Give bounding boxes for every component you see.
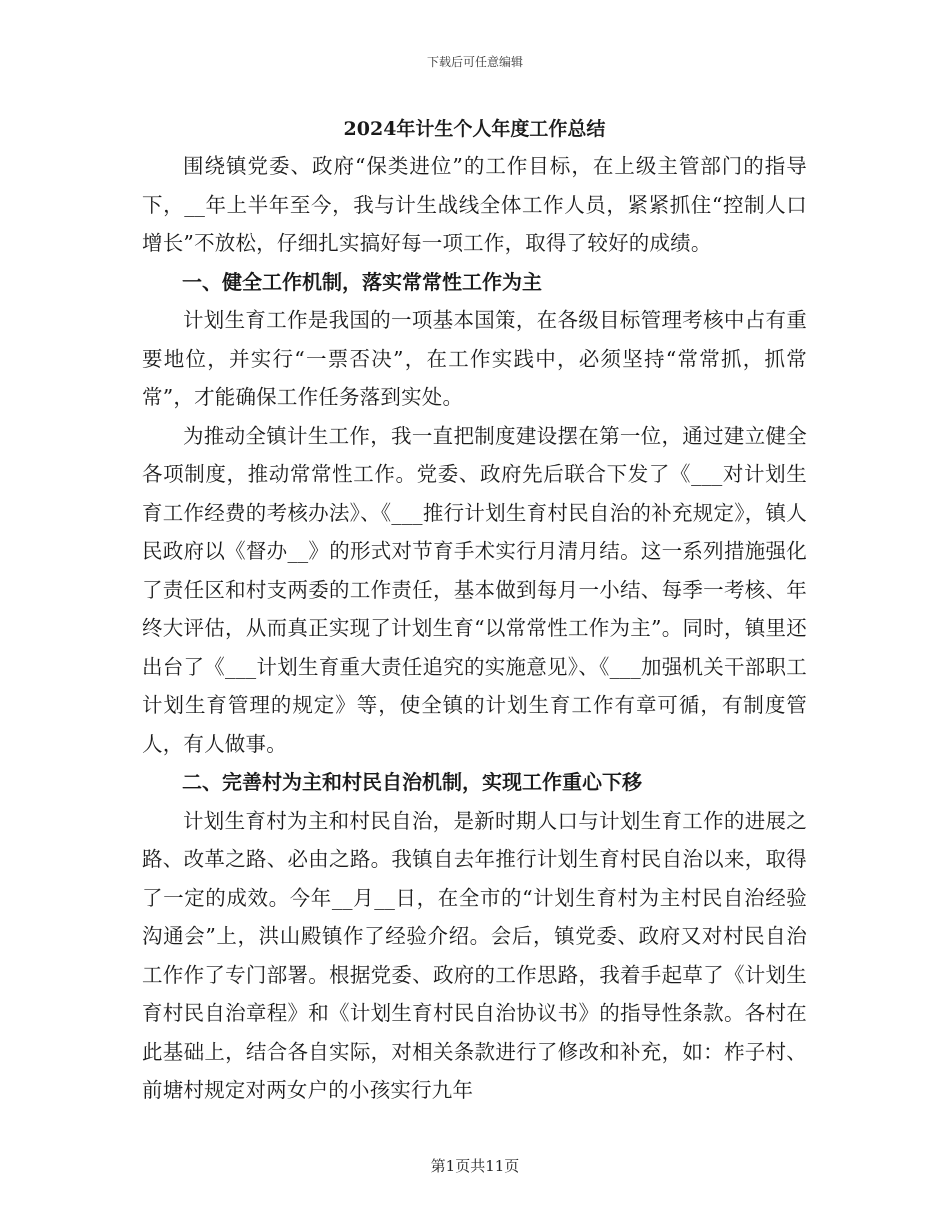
page-footer-number: 第1页共11页 bbox=[430, 1157, 520, 1175]
document-body bbox=[142, 111, 807, 1110]
paragraph-intro: 围绕镇党委、政府“保类进位”的工作目标，在上级主管部门的指导下，__年上半年至今，我与计生战线全体工作人员，紧紧抓住“控制人口增长”不放松，仔细扎实搞好每一项工作，取得了较好的成绩。 bbox=[142, 154, 807, 255]
section-heading-1: 一、健全工作机制，落实常常性工作为主 bbox=[182, 269, 542, 294]
document-title: 2024年计生个人年度工作总结 bbox=[343, 118, 606, 140]
page-header-note: 下载后可任意编辑 bbox=[426, 55, 523, 69]
section-heading-2: 二、完善村为主和村民自治机制，实现工作重心下移 bbox=[182, 770, 642, 794]
paragraph-section1-b: 为推动全镇计生工作，我一直把制度建设摆在第一位，通过建立健全各项制度，推动常常性工作。党委、政府先后联合下发了《___对计划生育工作经费的考核办法》、《___推行计划生育村民自治的补充规定》，镇人民政府以《督办__》的形式对节育手术实行月清月结。这一系列措施强化了责任区和村支两委的工作责任，基本做到每月一小结、每季一考核、年终大评估，从而真正实现了计划生育“以常常性工作为主”。同时，镇里还出台了《___计划生育重大责任追究的实施意见》、《___加强机关干部职工计划生育管理的规定》等，使全镇的计划生育工作有章可循，有制度管人，有人做事。 bbox=[142, 423, 807, 756]
paragraph-section1-a: 计划生育工作是我国的一项基本国策，在各级目标管理考核中占有重要地位，并实行“一票否决”，在工作实践中，必须坚持“常常抓，抓常常”，才能确保工作任务落到实处。 bbox=[142, 308, 807, 409]
paragraph-section2-a: 计划生育村为主和村民自治，是新时期人口与计划生育工作的进展之路、改革之路、必由之路。我镇自去年推行计划生育村民自治以来，取得了一定的成效。今年__月__日，在全市的“计划生育村为主村民自治经验沟通会”上，洪山殿镇作了经验介绍。会后，镇党委、政府又对村民自治工作作了专门部署。根据党委、政府的工作思路，我着手起草了《计划生育村民自治章程》和《计划生育村民自治协议书》的指导性条款。各村在此基础上，结合各自实际，对相关条款进行了修改和补充，如：柞子村、前塘村规定对两女户的小孩实行九年 bbox=[142, 808, 807, 1102]
